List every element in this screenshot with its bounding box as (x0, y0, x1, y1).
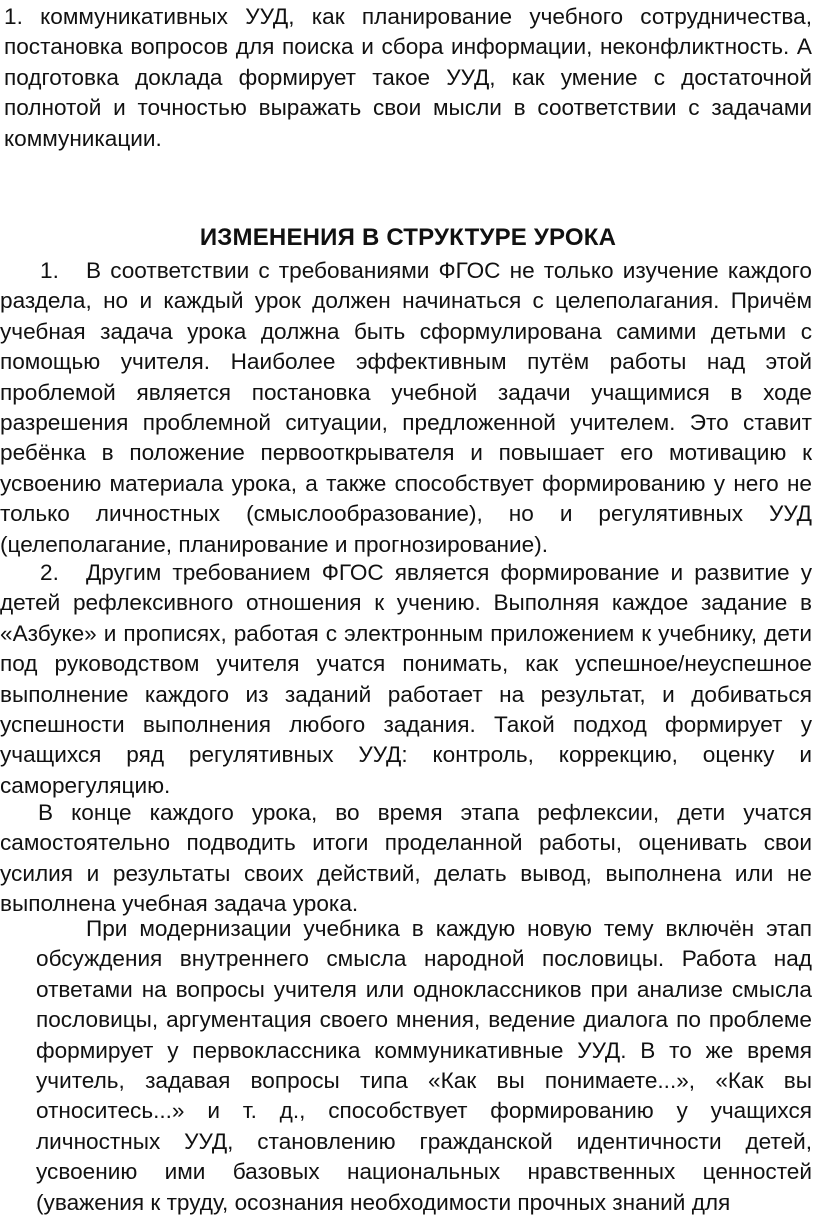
numbered-item-1 (0, 256, 812, 560)
intro-paragraph: 1. коммуникативных УУД, как планирование учебного сотрудничества, постановка вопросов для поиска и сбора информации, неконфликтность. А подготовка доклада формирует такое УУД, как умение с достаточной полнотой и точностью выражать свои мысли в соответствии с задачами коммуникации. (4, 4, 812, 151)
section-heading: ИЗМЕНЕНИЯ В СТРУКТУРЕ УРОКА (199, 223, 617, 251)
modernization-paragraph: При модернизации учебника в каждую новую тему включён этап обсуждения внутреннего смысла народной пословицы. Работа над ответами на вопросы учителя или одноклассников при анализе смысла пословицы, аргументация своего мнения, ведение диалога по проблеме формирует у первоклассника коммуникативные УУД. В то же время учитель, задавая вопросы типа «Как вы понимаете...», «Как вы относитесь...» и т. д., способствует формированию у учащихся личностных УУД, становлению гражданской идентичности детей, усвоению ими базовых национальных нравственных ценностей (уважения к труду, осознания необходимости прочных знаний для (36, 916, 812, 1215)
item-number: 1. (40, 258, 59, 283)
numbered-item-2 (0, 558, 812, 801)
item-number: 2. (40, 560, 59, 585)
item-text: Другим требованием ФГОС является формирование и развитие у детей рефлексивного отношения к учению. Выполняя каждое задание в «Азбуке» и прописях, работая с электронным приложением к учебнику, дети под руководством учителя учатся понимать, как успешное/неуспешное выполнение каждого из заданий работает на результат, и добиваться успешности выполнения любого задания. Такой подход формирует у учащихся ряд регулятивных УУД: контроль, коррекцию, оценку и саморегуляцию. (0, 560, 812, 798)
item-text: В соответствии с требованиями ФГОС не только изучение каждого раздела, но и каждый урок должен начинаться с целеполагания. Причём учебная задача урока должна быть сформулирована самими детьми с помощью учителя. Наиболее эффективным путём работы над этой проблемой является постановка учебной задачи учащимися в ходе разрешения проблемной ситуации, предложенной учителем. Это ставит ребёнка в положение первооткрывателя и повышает его мотивацию к усвоению материала урока, а также способствует формированию у него не только личностных (смыслообразование), но и регулятивных УУД (целеполагание, планирование и прогнозирование). (0, 258, 812, 557)
reflexion-paragraph: В конце каждого урока, во время этапа рефлексии, дети учатся самостоятельно подводить итоги проделанной работы, оценивать свои усилия и результаты своих действий, делать вывод, выполнена или не выполнена учебная задача урока. (0, 800, 812, 917)
